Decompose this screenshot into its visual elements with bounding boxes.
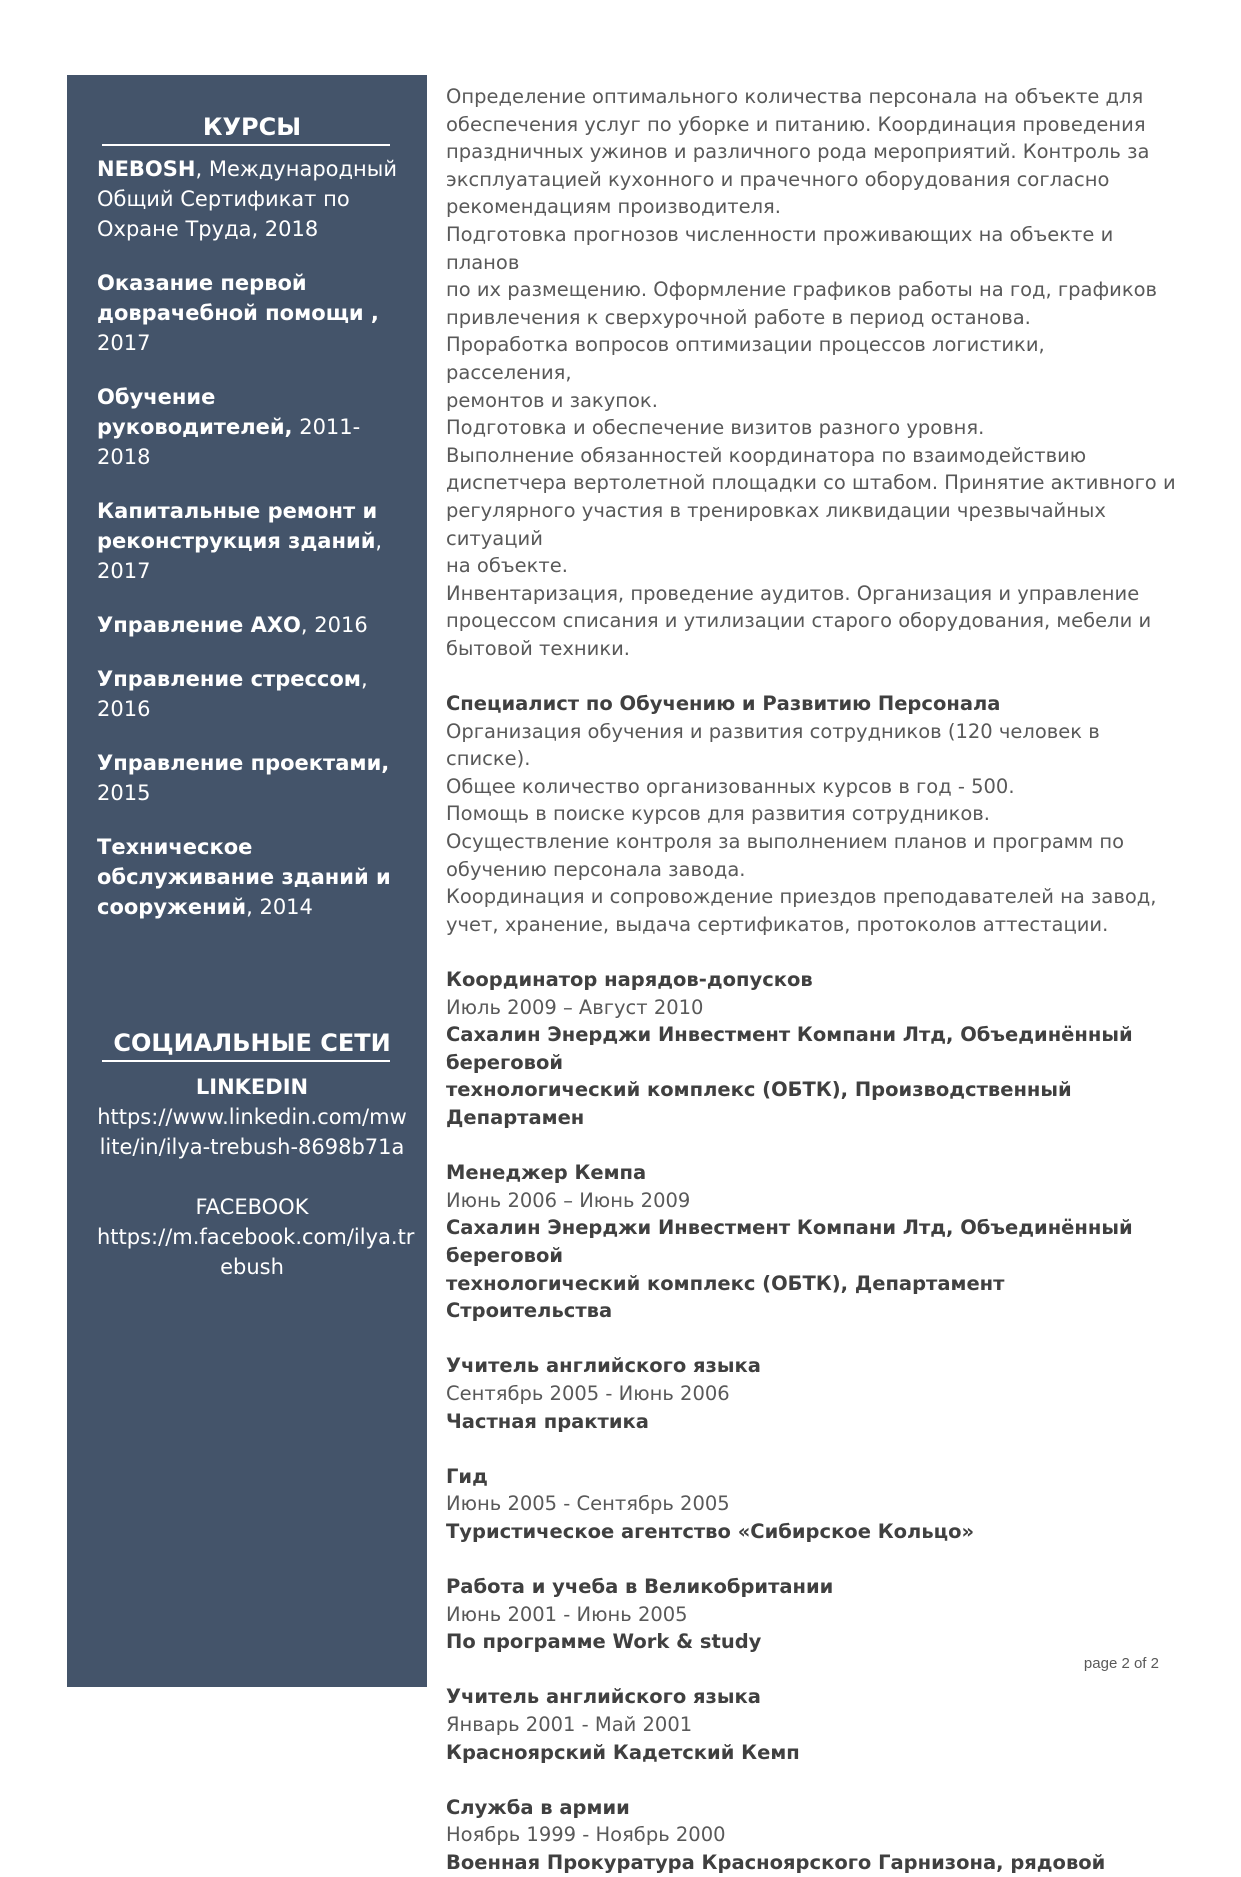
- job-organization: Военная Прокуратура Красноярского Гарнизона, рядовой: [446, 1851, 1106, 1874]
- text-line: Подготовка прогнозов численности проживающих на объекте и планов: [446, 222, 1114, 274]
- text-line: привлечения к сверхурочной работе в период останова.: [446, 305, 1031, 329]
- page-number: page 2 of 2: [1083, 1655, 1159, 1672]
- job-entry: [446, 1463, 1176, 1546]
- course-detail: , 2017: [97, 529, 383, 583]
- course-detail: 2017: [97, 331, 151, 355]
- job-entry: [446, 1573, 1176, 1656]
- linkedin-url-line: https://www.linkedin.com/mw: [97, 1105, 407, 1129]
- job-title: Координатор нарядов-допусков: [446, 968, 813, 991]
- text-line: Координация и сопровождение приездов преподавателей на завод,: [446, 885, 1157, 909]
- job-title: Гид: [446, 1464, 488, 1488]
- course-name: Техническое обслуживание зданий и сооружений: [97, 835, 391, 919]
- text-line: Подготовка и обеспечение визитов разного уровня.: [446, 416, 985, 440]
- facebook-url-line: ebush: [220, 1255, 284, 1279]
- facebook-url-line: https://m.facebook.com/ilya.tr: [97, 1225, 415, 1249]
- text-line: Помощь в поиске курсов для развития сотрудников.: [446, 802, 991, 826]
- text-line: праздничных ужинов и различного рода мероприятий. Контроль за: [446, 140, 1150, 164]
- facebook-label: FACEBOOK: [195, 1195, 309, 1219]
- course-name: Оказание первой доврачебной помощи ,: [97, 271, 379, 325]
- text-line: учет, хранение, выдача сертификатов, протоколов аттестации.: [446, 912, 1109, 936]
- course-item: [97, 664, 407, 724]
- job-organization: технологический комплекс (ОБТК), Департамент Строительства: [446, 1271, 1005, 1323]
- job-entry: [446, 966, 1176, 1132]
- job-title: Специалист по Обучению и Развитию Персонала: [446, 692, 1001, 716]
- text-line: диспетчера вертолетной площадки со штабом. Принятие активного и: [446, 471, 1176, 495]
- job-dates: Июнь 2001 - Июнь 2005: [446, 1602, 688, 1626]
- job-organization: Красноярский Кадетский Кемп: [446, 1740, 800, 1764]
- courses-divider: [102, 144, 390, 146]
- courses-heading: КУРСЫ: [202, 113, 302, 141]
- text-line: бытовой техники.: [446, 636, 630, 660]
- text-line: ремонтов и закупок.: [446, 388, 658, 412]
- facebook-link[interactable]: [97, 1222, 415, 1282]
- course-item: [97, 268, 407, 358]
- course-name: Управление стрессом: [97, 667, 361, 691]
- course-name: Управление АХО: [97, 613, 301, 637]
- course-item: [97, 154, 407, 244]
- job-entry: [446, 690, 1176, 938]
- course-item: [97, 382, 407, 472]
- job-dates: Июнь 2005 - Сентябрь 2005: [446, 1492, 730, 1516]
- text-line: процессом списания и утилизации старого оборудования, мебели и: [446, 609, 1152, 633]
- course-detail: , Международный Общий Сертификат по Охране Труда, 2018: [97, 157, 397, 241]
- spacer: [97, 1162, 407, 1192]
- course-detail: , 2016: [97, 667, 368, 721]
- job-title: Менеджер Кемпа: [446, 1161, 647, 1185]
- sidebar: [67, 75, 427, 1687]
- text-line: обеспечения услуг по уборке и питанию. Координация проведения: [446, 112, 1146, 136]
- job-dates: Январь 2001 - Май 2001: [446, 1713, 693, 1737]
- job-title: Учитель английского языка: [446, 1354, 761, 1378]
- job-organization: Сахалин Энерджи Инвестмент Компани Лтд, Объединённый береговой: [446, 1023, 1133, 1074]
- course-detail: , 2016: [300, 613, 368, 637]
- text-line: Организация обучения и развития сотрудников (120 человек в списке).: [446, 719, 1100, 771]
- job-title: Служба в армии: [446, 1795, 630, 1819]
- social-heading: СОЦИАЛЬНЫЕ СЕТИ: [113, 1029, 391, 1057]
- text-line: Инвентаризация, проведение аудитов. Организация и управление: [446, 581, 1140, 605]
- text-line: рекомендациям производителя.: [446, 195, 781, 219]
- job-organization: Туристическое агентство «Сибирское Кольцо»: [446, 1519, 975, 1543]
- text-line: на объекте.: [446, 554, 568, 578]
- linkedin-url-line: lite/in/ilya-trebush-8698b71a: [99, 1135, 405, 1159]
- linkedin-label: LINKEDIN: [195, 1075, 309, 1099]
- job-entry: [446, 1159, 1176, 1325]
- text-line: обучению персонала завода.: [446, 857, 746, 881]
- course-detail: , 2014: [246, 895, 313, 919]
- linkedin-link[interactable]: [97, 1102, 407, 1162]
- job-entry: [446, 1794, 1176, 1877]
- text-line: Общее количество организованных курсов в год - 500.: [446, 774, 1015, 798]
- main-content: [446, 83, 1176, 1877]
- job-organization: технологический комплекс (ОБТК), Производственный Департамен: [446, 1078, 1072, 1129]
- job-dates: Ноябрь 1999 - Ноябрь 2000: [446, 1823, 726, 1847]
- job-dates: Июнь 2006 – Июнь 2009: [446, 1188, 691, 1212]
- course-name: NEBOSH: [97, 157, 196, 181]
- job-organization: Сахалин Энерджи Инвестмент Компани Лтд, Объединённый береговой: [446, 1216, 1133, 1267]
- job-dates: Сентябрь 2005 - Июнь 2006: [446, 1381, 730, 1405]
- text-line: эксплуатацией кухонного и прачечного оборудования согласно: [446, 167, 1110, 191]
- course-name: Управление проектами,: [97, 751, 390, 775]
- job-dates: Июль 2009 – Август 2010: [446, 995, 704, 1019]
- course-item: [97, 832, 407, 922]
- text-line: Осуществление контроля за выполнением планов и программ по: [446, 830, 1125, 854]
- social-divider: [102, 1060, 390, 1062]
- intro-section: [446, 83, 1176, 662]
- job-entry: [446, 1352, 1176, 1435]
- text-line: Выполнение обязанностей координатора по взаимодействию: [446, 443, 1087, 467]
- job-organization: По программе Work & study: [446, 1630, 762, 1654]
- job-entry: [446, 1683, 1176, 1766]
- job-title: Работа и учеба в Великобритании: [446, 1575, 834, 1599]
- job-organization: Частная практика: [446, 1409, 649, 1433]
- course-item: [97, 496, 407, 586]
- text-line: регулярного участия в тренировках ликвидации чрезвычайных ситуаций: [446, 498, 1106, 550]
- job-title: Учитель английского языка: [446, 1685, 761, 1709]
- course-item: [97, 748, 407, 808]
- text-line: Определение оптимального количества персонала на объекте для: [446, 85, 1144, 108]
- text-line: Проработка вопросов оптимизации процессов логистики, расселения,: [446, 333, 1045, 384]
- social-links: [97, 1072, 415, 1282]
- course-detail: 2015: [97, 781, 151, 805]
- course-list: [97, 154, 407, 922]
- course-name: Обучение руководителей,: [97, 385, 293, 439]
- course-detail: 2011-2018: [97, 415, 361, 469]
- text-line: по их размещению. Оформление графиков работы на год, графиков: [446, 278, 1158, 302]
- course-item: [97, 610, 407, 640]
- course-name: Капитальные ремонт и реконструкция зданий: [97, 499, 378, 553]
